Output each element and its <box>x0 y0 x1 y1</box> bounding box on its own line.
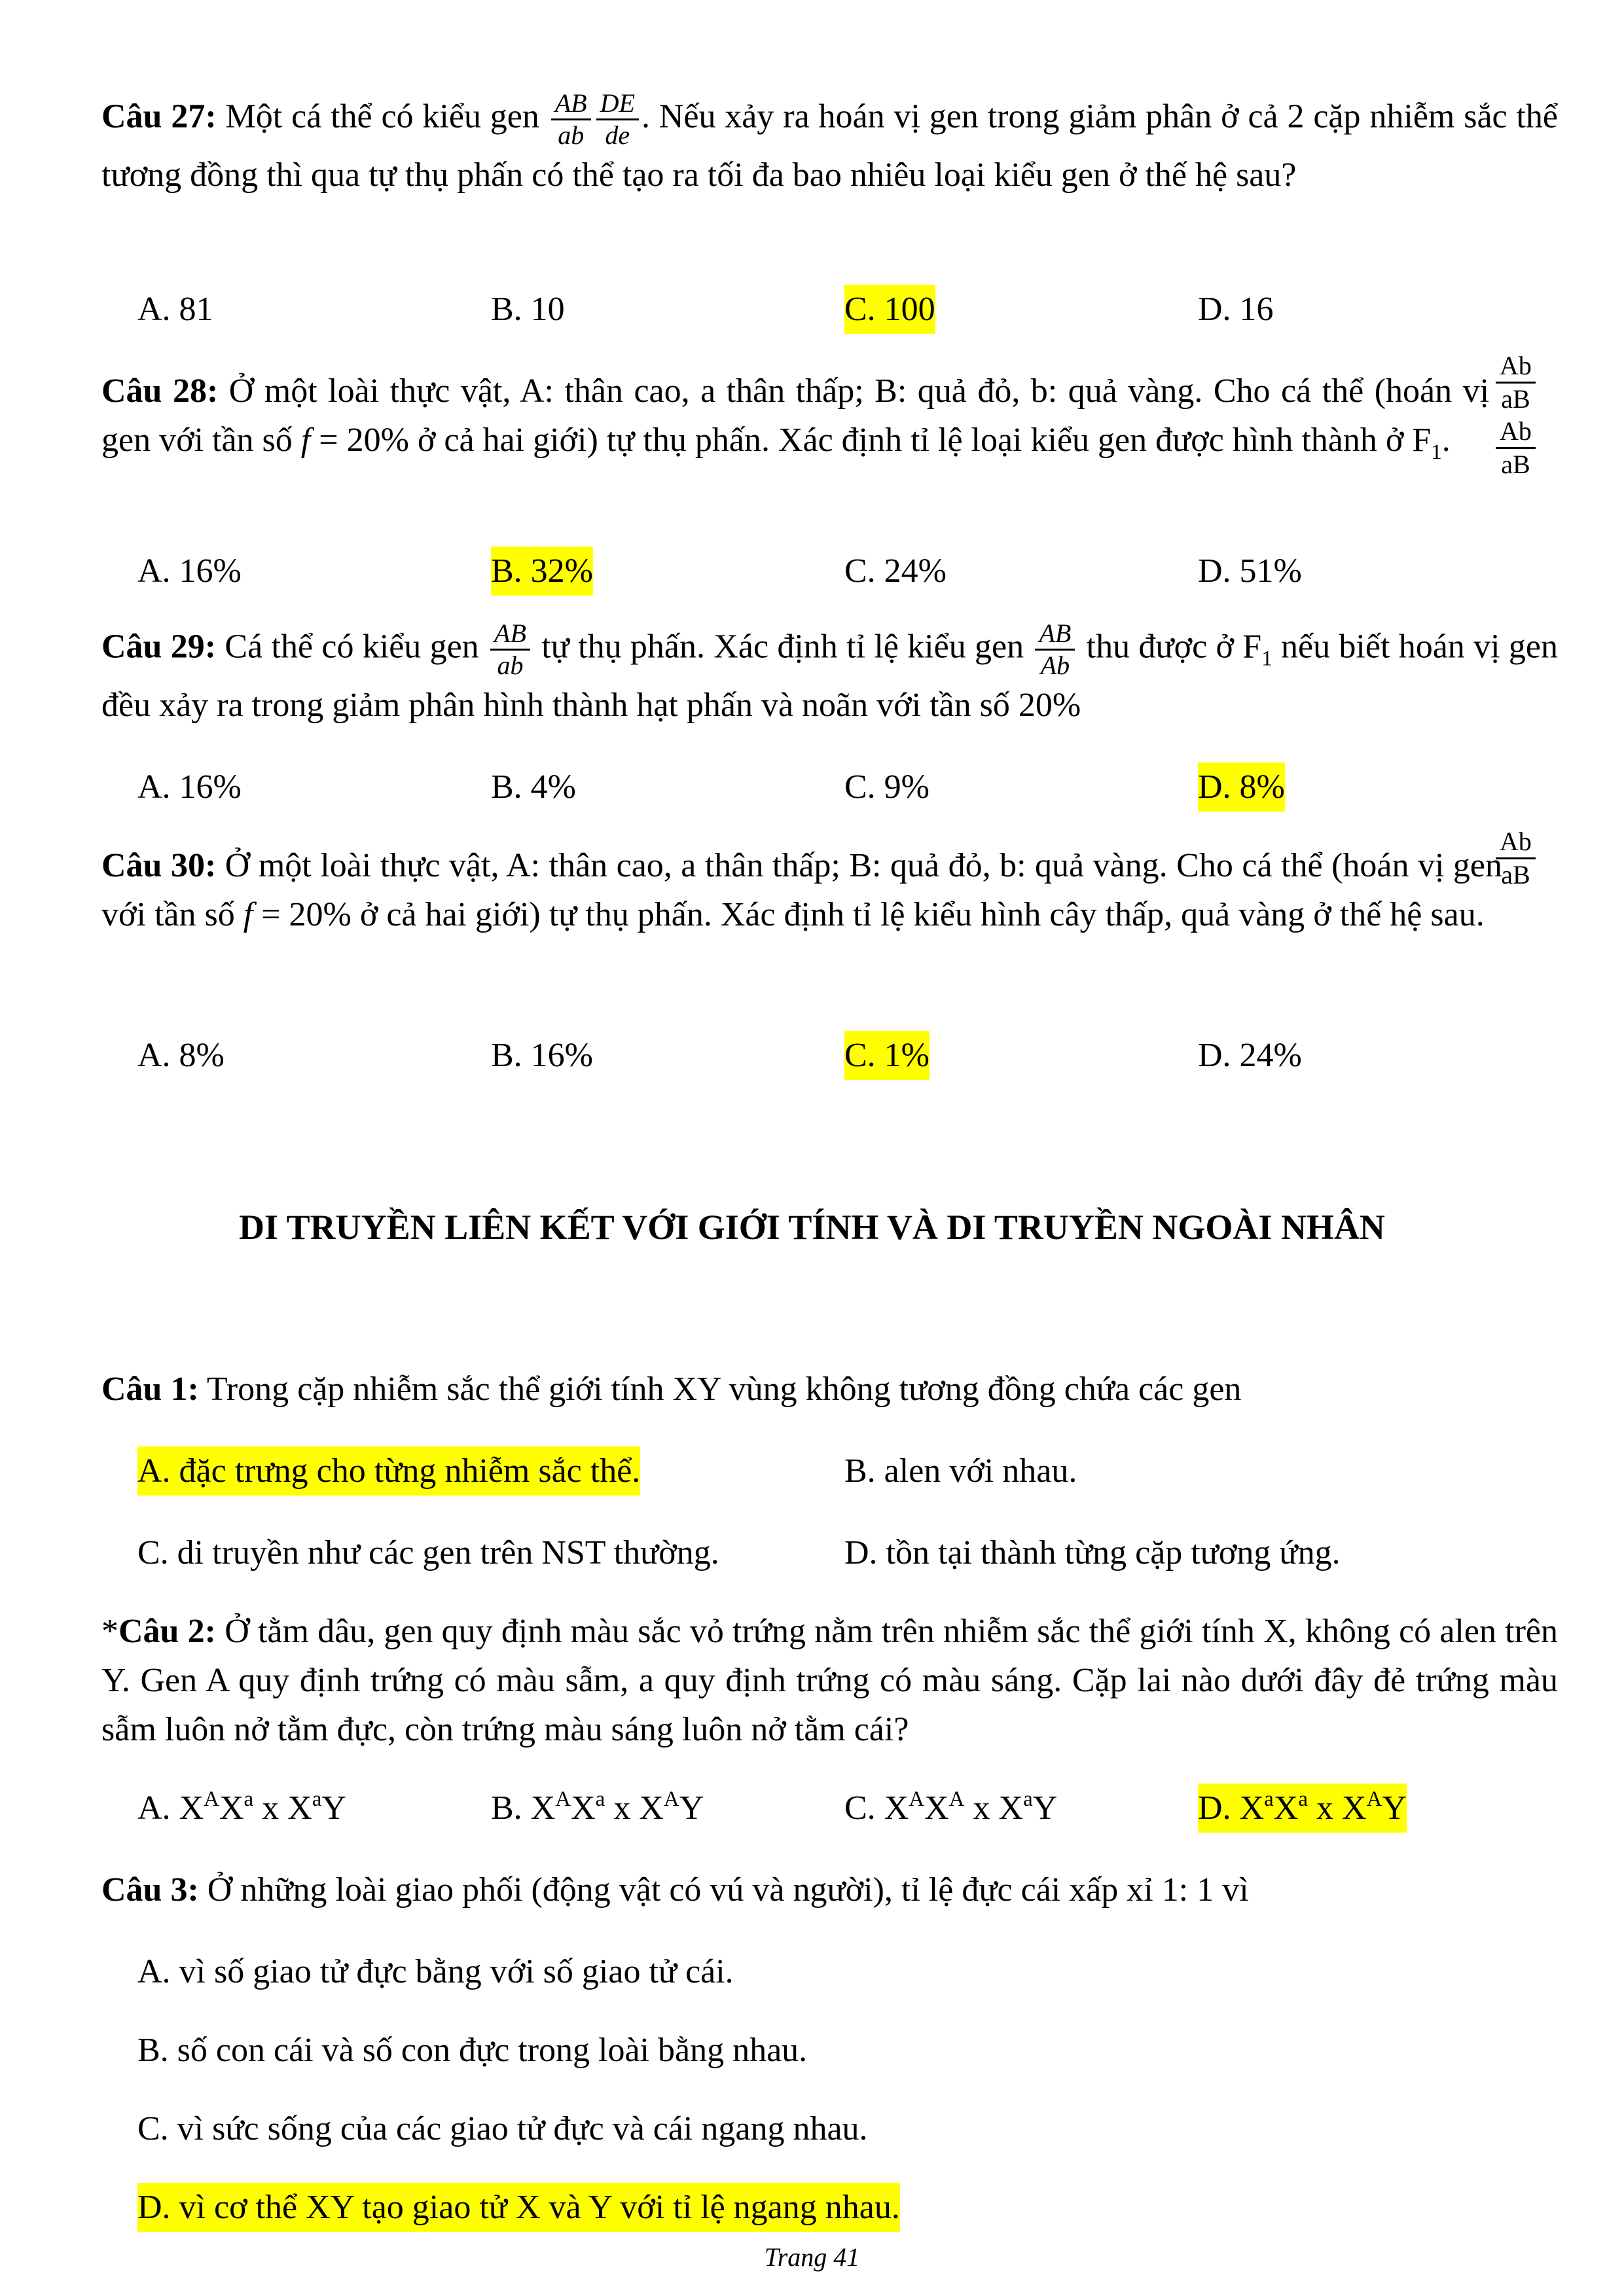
genotype-fraction: $\frac{Ab}{aB}$ <box>1496 350 1536 415</box>
option-a[interactable]: A. $X^AX^a$ x $X^aY$ <box>137 1787 346 1827</box>
option-a-correct[interactable]: A. đặc trưng cho từng nhiễm sắc thể. <box>137 1446 640 1496</box>
question-27 <box>101 88 1558 200</box>
option-a[interactable]: A. 16% <box>137 768 242 806</box>
question-2: *Câu 2: Ở tằm dâu, gen quy định màu sắc vỏ trứng nằm trên nhiễm sắc thể giới tính X, không có alen trên Y. Gen A quy định trứng có màu sẫm, a quy định trứng có màu sáng. Cặp lai nào dưới đây đẻ trứng màu sẫm luôn nở tằm đực, còn trứng màu sáng luôn nở tằm cái? <box>101 1613 1558 1748</box>
question-30-label: Câu 30: <box>101 847 217 884</box>
option-b[interactable]: B. $X^AX^a$ x $X^AY$ <box>491 1787 704 1827</box>
option-d-correct[interactable]: D. 8% <box>1198 762 1285 812</box>
question-28-label: Câu 28: <box>101 372 219 410</box>
question-1: Câu 1: Trong cặp nhiễm sắc thể giới tính XY vùng không tương đồng chứa các gen <box>101 1371 1242 1408</box>
answer-row <box>0 2104 1624 2157</box>
option-d-correct[interactable]: D. vì cơ thể XY tạo giao tử X và Y với tỉ lệ ngang nhau. <box>137 2183 900 2232</box>
option-b-correct[interactable]: B. 32% <box>491 547 593 596</box>
question-1-label: Câu 1: <box>101 1371 199 1408</box>
question-3: Câu 3: Ở những loài giao phối (động vật có vú và người), tỉ lệ đực cái xấp xỉ 1: 1 vì <box>101 1871 1249 1909</box>
answer-row <box>0 547 1624 599</box>
question-30: Câu 30: Ở một loài thực vật, A: thân cao, a thân thấp; B: quả đỏ, b: quả vàng. Cho cá thể (hoán vị gen với tần số f = 20% ở cả hai giới) tự thụ phấn. Xác định tỉ lệ kiểu hình cây thấp, quả vàng ở thế hệ sau. <box>101 847 1502 933</box>
question-27-text: . Nếu xảy ra hoán vị gen trong giảm phân ở cả 2 cặp nhiễm sắc thể tương đồng thì qua tự thụ phấn có thể tạo ra tối đa bao nhiêu loại kiểu gen ở thế hệ sau? <box>101 98 1558 194</box>
option-a[interactable]: A. 81 <box>137 291 213 328</box>
option-b[interactable]: B. 16% <box>491 1037 593 1074</box>
answer-row <box>0 1446 1624 1499</box>
option-a[interactable]: A. 8% <box>137 1037 225 1074</box>
genotype-fraction: $\frac{Ab}{aB}$ <box>1496 416 1536 480</box>
answer-row <box>0 1784 1624 1836</box>
option-c-correct[interactable]: C. 100 <box>844 285 935 334</box>
genotype-fraction: $\frac{AB}{Ab}$ <box>1035 619 1075 681</box>
answer-row <box>0 762 1624 815</box>
option-d[interactable]: D. tồn tại thành từng cặp tương ứng. <box>844 1534 1341 1571</box>
genotype-fraction: $\frac{DE}{de}$ <box>596 88 639 151</box>
answer-row <box>0 1031 1624 1083</box>
answer-row <box>0 1947 1624 2000</box>
option-a[interactable]: A. vì số giao tử đực bằng với số giao tử cái. <box>137 1953 734 1990</box>
option-b[interactable]: B. số con cái và số con đực trong loài bằng nhau. <box>137 2032 808 2069</box>
question-29: Câu 29: Cá thể có kiểu gen $\frac{AB}{ab}$ tự thụ phấn. Xác định tỉ lệ kiểu gen $\frac{AB}{Ab}$ thu được ở $F_1$ nếu biết hoán vị gen đều xảy ra trong giảm phân hình thành hạt phấn và noãn với tần số 20% <box>101 619 1558 724</box>
option-c[interactable]: C. vì sức sống của các giao tử đực và cái ngang nhau. <box>137 2110 868 2147</box>
option-b[interactable]: B. 4% <box>491 768 576 806</box>
option-d-correct[interactable]: D. $X^aX^a$ x $X^AY$ <box>1198 1784 1407 1833</box>
question-29-label: Câu 29: <box>101 628 217 666</box>
answer-row <box>0 1528 1624 1581</box>
option-d[interactable]: D. 51% <box>1198 552 1302 590</box>
option-a[interactable]: A. 16% <box>137 552 242 590</box>
answer-row <box>0 2026 1624 2078</box>
option-c[interactable]: C. $X^AX^A$ x $X^aY$ <box>844 1787 1058 1827</box>
option-c[interactable]: C. 24% <box>844 552 947 590</box>
answer-row <box>0 2183 1624 2235</box>
genotype-fraction: $\frac{AB}{ab}$ <box>490 619 530 681</box>
option-b[interactable]: B. alen với nhau. <box>844 1452 1077 1490</box>
question-27-label: Câu 27: <box>101 98 217 135</box>
genotype-fraction: $\frac{AB}{ab}$ <box>551 88 591 151</box>
option-d[interactable]: D. 16 <box>1198 291 1274 328</box>
option-d[interactable]: D. 24% <box>1198 1037 1302 1074</box>
question-3-label: Câu 3: <box>101 1871 199 1909</box>
option-c[interactable]: C. 9% <box>844 768 929 806</box>
answer-row <box>0 285 1624 337</box>
option-c[interactable]: C. di truyền như các gen trên NST thường. <box>137 1534 719 1571</box>
question-27-text: Một cá thể có kiểu gen <box>216 98 549 135</box>
genotype-fraction: $\frac{Ab}{aB}$ <box>1496 826 1536 891</box>
star-mark: * <box>101 1613 118 1650</box>
section-title: DI TRUYỀN LIÊN KẾT VỚI GIỚI TÍNH VÀ DI TRUYỀN NGOÀI NHÂN <box>239 1208 1385 1247</box>
option-b[interactable]: B. 10 <box>491 291 565 328</box>
option-c-correct[interactable]: C. 1% <box>844 1031 929 1080</box>
question-28: Câu 28: Ở một loài thực vật, A: thân cao, a thân thấp; B: quả đỏ, b: quả vàng. Cho cá thể (hoán vị gen với tần số f = 20% ở cả hai giới) tự thụ phấn. Xác định tỉ lệ loại kiểu gen được hình thành ở $F_1$. <box>101 372 1490 464</box>
page-number: Trang 41 <box>764 2242 860 2272</box>
question-2-label: Câu 2: <box>118 1613 216 1650</box>
